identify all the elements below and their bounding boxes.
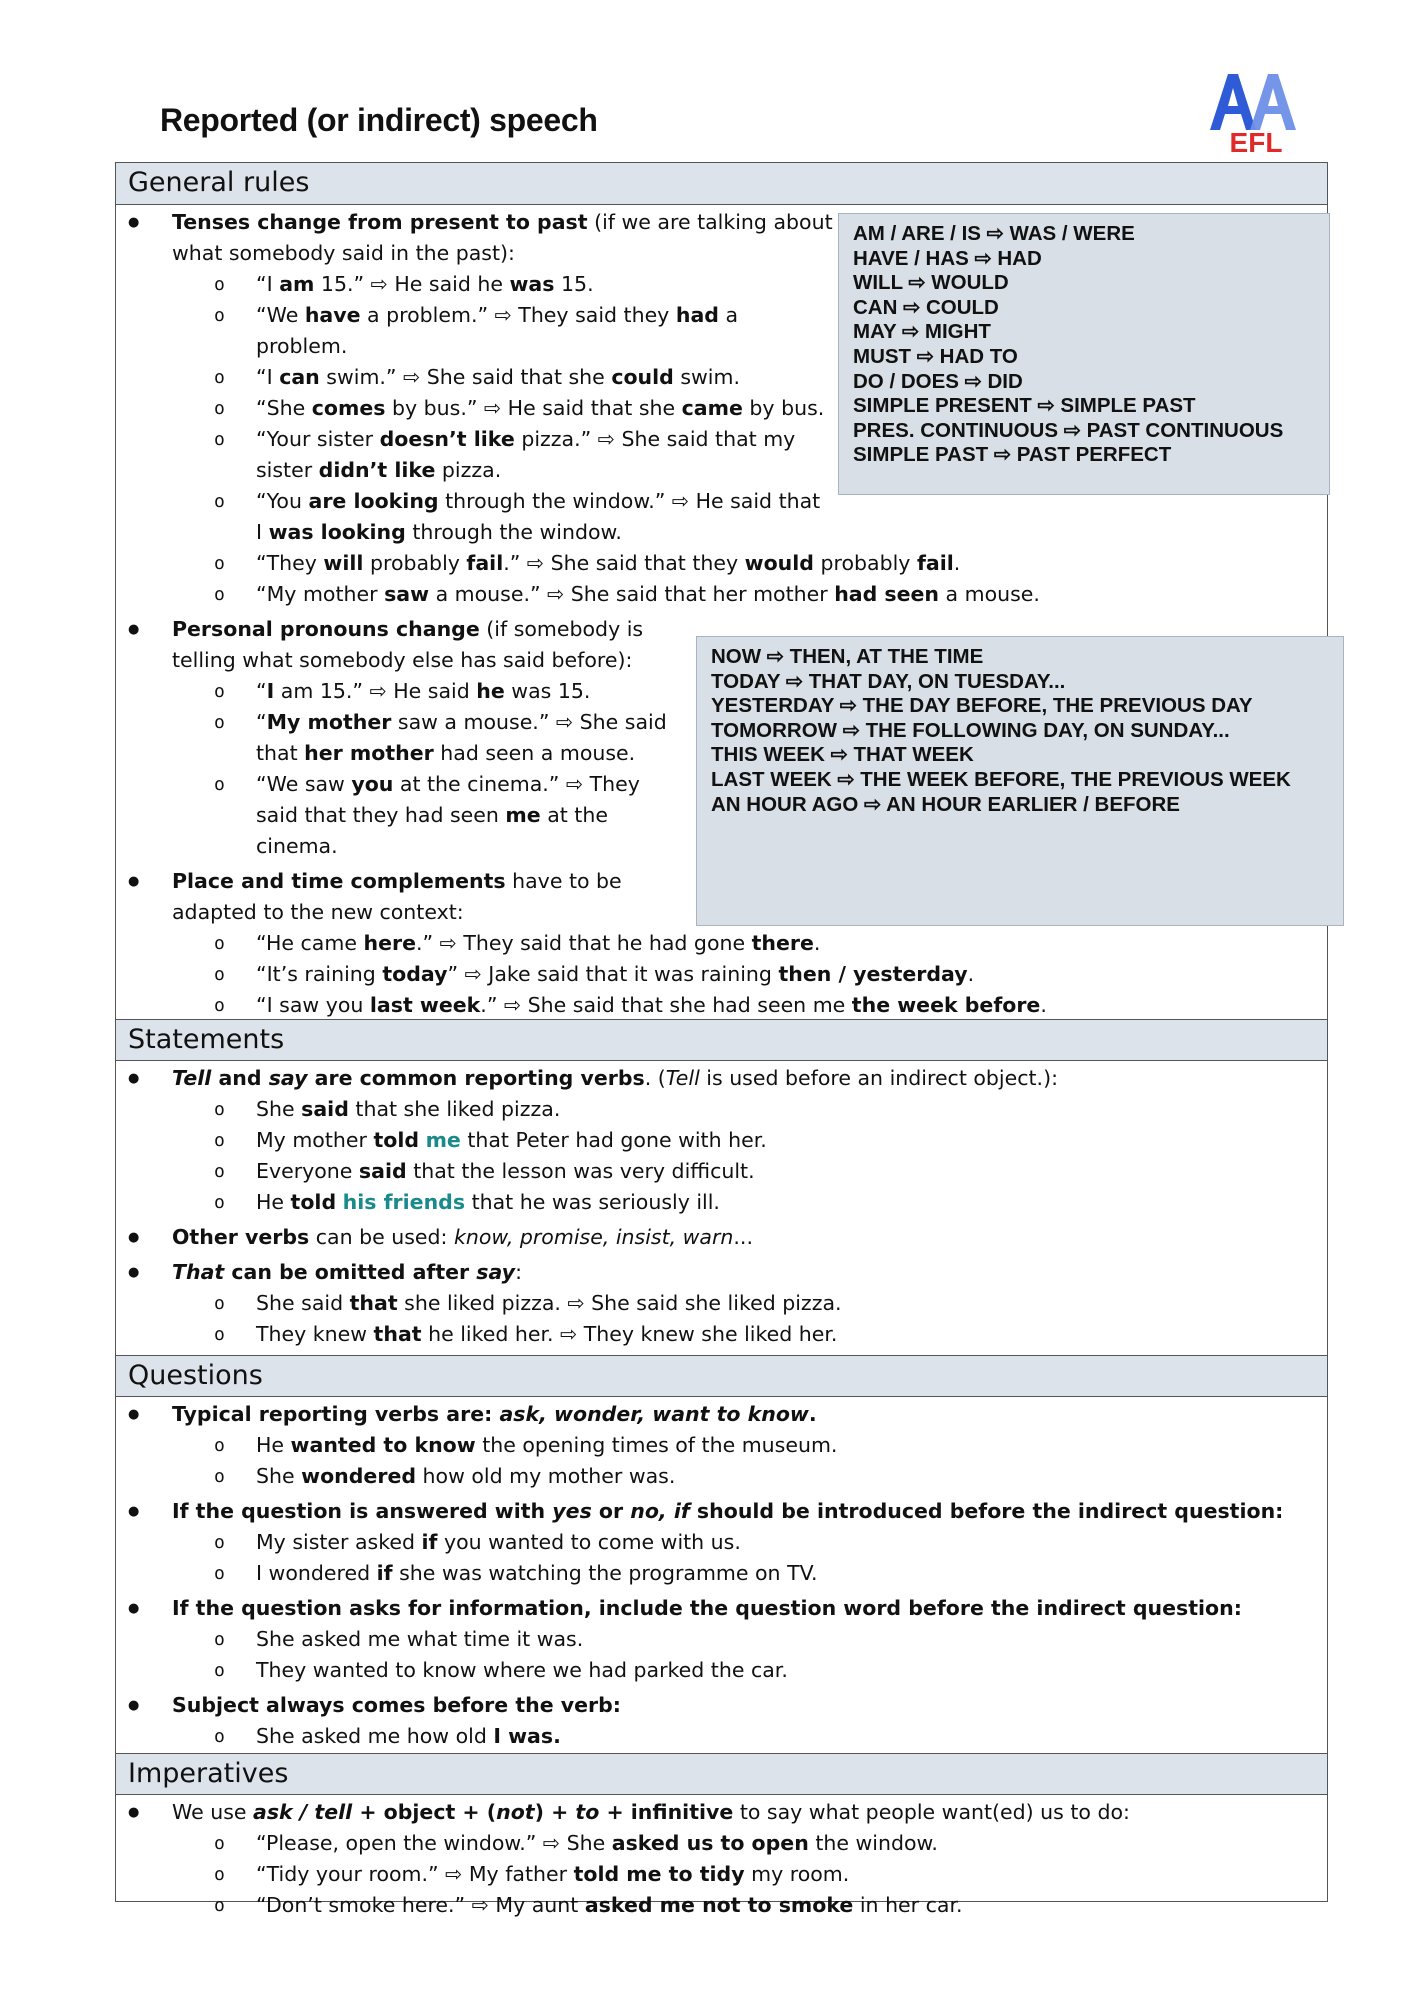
line-text: She asked me what time it was. [256,1627,584,1651]
line-text: Place and time complements have to be [172,869,622,893]
line-text: They knew that he liked her. ⇨ They knew she liked her. [256,1322,838,1346]
line-text: “My mother saw a mouse.” ⇨ She said that her mother had seen a mouse. [256,582,1040,606]
bullet-icon: ● [128,1601,140,1616]
time-rule: LAST WEEK ⇨ THE WEEK BEFORE, THE PREVIOUS WEEK [711,767,1291,791]
line-text: If the question asks for information, include the question word before the indirect question: [172,1596,1242,1620]
sub-bullet-icon: o [214,553,225,574]
line-text: “Your sister doesn’t like pizza.” ⇨ She said that my [256,427,796,451]
line-text: “We saw you at the cinema.” ⇨ They [256,772,640,796]
line-text: My sister asked if you wanted to come with us. [256,1530,741,1554]
sub-bullet-icon: o [214,274,225,295]
line-text: If the question is answered with yes or no, if should be introduced before the indirect question: [172,1499,1284,1523]
bullet-icon: ● [128,1265,140,1280]
sub-bullet-icon: o [214,1563,225,1584]
sub-bullet-icon: o [214,933,225,954]
bullet-icon: ● [128,622,140,637]
bullet-icon: ● [128,1805,140,1820]
tense-rule: CAN ⇨ COULD [853,295,999,319]
tense-rule: MUST ⇨ HAD TO [853,344,1018,368]
sub-bullet-icon: o [214,1099,225,1120]
bullet-icon: ● [128,874,140,889]
sub-bullet-icon: o [214,995,225,1016]
sub-bullet-icon: o [214,429,225,450]
line-text: Personal pronouns change (if somebody is [172,617,644,641]
content-sheet [115,162,1328,1917]
line-text: “It’s raining today” ⇨ Jake said that it was raining then / yesterday. [256,962,975,986]
line-text: Tenses change from present to past (if we are talking about [172,210,833,234]
bullet-icon: ● [128,1698,140,1713]
page-title: Reported (or indirect) speech [160,102,598,138]
line-text: Subject always comes before the verb: [172,1693,622,1717]
sub-bullet-icon: o [214,1161,225,1182]
line-text: He wanted to know the opening times of the museum. [256,1433,838,1457]
sub-bullet-icon: o [214,681,225,702]
sub-bullet-icon: o [214,1895,225,1916]
sub-bullet-icon: o [214,1192,225,1213]
tense-rule: DO / DOES ⇨ DID [853,369,1023,393]
line-text: Other verbs can be used: know, promise, insist, warn... [172,1225,753,1249]
sub-bullet-icon: o [214,1293,225,1314]
time-rule: NOW ⇨ THEN, AT THE TIME [711,645,984,668]
sub-bullet-icon: o [214,1532,225,1553]
sub-bullet-icon: o [214,1466,225,1487]
line-text: We use ask / tell + object + (not) + to + infinitive to say what people want(ed) us to do: [172,1800,1130,1824]
tense-rule: SIMPLE PAST ⇨ PAST PERFECT [853,443,1172,467]
line-text: She said that she liked pizza. ⇨ She said she liked pizza. [256,1291,842,1315]
sub-bullet-icon: o [214,367,225,388]
line-text: “We have a problem.” ⇨ They said they had a [256,303,739,327]
time-rule: YESTERDAY ⇨ THE DAY BEFORE, THE PREVIOUS DAY [711,694,1253,718]
bullet-icon: ● [128,1071,140,1086]
tense-rule: MAY ⇨ MIGHT [853,320,991,344]
line-text: I wondered if she was watching the programme on TV. [256,1561,818,1585]
tense-rule: SIMPLE PRESENT ⇨ SIMPLE PAST [853,394,1196,418]
aa-efl-logo-icon [1208,68,1304,152]
section-header-imperatives: Imperatives [116,1753,1327,1795]
line-text: Everyone said that the lesson was very difficult. [256,1159,755,1183]
line-text: telling what somebody else has said before): [172,648,633,672]
tense-rule: HAVE / HAS ⇨ HAD [853,246,1042,270]
line-text: My mother told me that Peter had gone with her. [256,1128,767,1152]
line-text: She said that she liked pizza. [256,1097,561,1121]
line-text: That can be omitted after say: [172,1260,522,1284]
line-text: Tell and say are common reporting verbs. (Tell is used before an indirect object.): [172,1066,1058,1090]
line-text: “They will probably fail.” ⇨ She said that they would probably fail. [256,551,961,575]
tense-change-box [838,213,1330,495]
sub-bullet-icon: o [214,1726,225,1747]
sub-bullet-icon: o [214,774,225,795]
bullet-icon: ● [128,215,140,230]
tense-rule: WILL ⇨ WOULD [853,271,1009,295]
sub-bullet-icon: o [214,1435,225,1456]
sub-bullet-icon: o [214,1324,225,1345]
line-text: adapted to the new context: [172,900,464,924]
time-rule: THIS WEEK ⇨ THAT WEEK [711,743,974,767]
line-text: He told his friends that he was seriously ill. [256,1190,720,1214]
sub-bullet-icon: o [214,1629,225,1650]
section-header-questions: Questions [116,1355,1327,1397]
bullet-icon: ● [128,1407,140,1422]
line-text: “I am 15.” ⇨ He said he was 15. [256,679,591,703]
line-text: “I am 15.” ⇨ He said he was 15. [256,272,594,296]
sub-bullet-icon: o [214,305,225,326]
line-text: said that they had seen me at the [256,803,608,827]
sub-bullet-icon: o [214,1660,225,1681]
line-text: She wondered how old my mother was. [256,1464,676,1488]
line-text: “I can swim.” ⇨ She said that she could swim. [256,365,740,389]
line-text: problem. [256,334,348,358]
line-text: “Don’t smoke here.” ⇨ My aunt asked me not to smoke in her car. [256,1893,963,1917]
line-text: sister didn’t like pizza. [256,458,502,482]
tense-rule: AM / ARE / IS ⇨ WAS / WERE [853,222,1135,245]
line-text: cinema. [256,834,338,858]
sub-bullet-icon: o [214,491,225,512]
line-text: “He came here.” ⇨ They said that he had gone there. [256,931,821,955]
time-change-box [696,636,1344,926]
line-text: “You are looking through the window.” ⇨ He said that [256,489,821,513]
time-rule: TOMORROW ⇨ THE FOLLOWING DAY, ON SUNDAY... [711,718,1230,742]
sub-bullet-icon: o [214,712,225,733]
bullet-icon: ● [128,1504,140,1519]
line-text: “Tidy your room.” ⇨ My father told me to tidy my room. [256,1862,850,1886]
sub-bullet-icon: o [214,398,225,419]
sub-bullet-icon: o [214,1833,225,1854]
line-text: “Please, open the window.” ⇨ She asked us to open the window. [256,1831,938,1855]
tense-rule: PRES. CONTINUOUS ⇨ PAST CONTINUOUS [853,418,1284,442]
line-text: They wanted to know where we had parked the car. [256,1658,788,1682]
section-header-general: General rules [116,163,1327,205]
sub-bullet-icon: o [214,584,225,605]
line-text: She asked me how old I was. [256,1724,561,1748]
svg-text:EFL: EFL [1229,127,1283,152]
sub-bullet-icon: o [214,1864,225,1885]
sub-bullet-icon: o [214,1130,225,1151]
bullet-icon: ● [128,1230,140,1245]
line-text: “My mother saw a mouse.” ⇨ She said [256,710,667,734]
line-text: “She comes by bus.” ⇨ He said that she came by bus. [256,396,825,420]
line-text: Typical reporting verbs are: ask, wonder, want to know. [172,1402,817,1426]
sub-bullet-icon: o [214,964,225,985]
line-text: what somebody said in the past): [172,241,515,265]
line-text: “I saw you last week.” ⇨ She said that she had seen me the week before. [256,993,1047,1017]
time-rule: TODAY ⇨ THAT DAY, ON TUESDAY... [711,669,1066,693]
line-text: that her mother had seen a mouse. [256,741,636,765]
line-text: I was looking through the window. [256,520,622,544]
time-rule: AN HOUR AGO ⇨ AN HOUR EARLIER / BEFORE [711,792,1180,816]
section-header-statements: Statements [116,1019,1327,1061]
